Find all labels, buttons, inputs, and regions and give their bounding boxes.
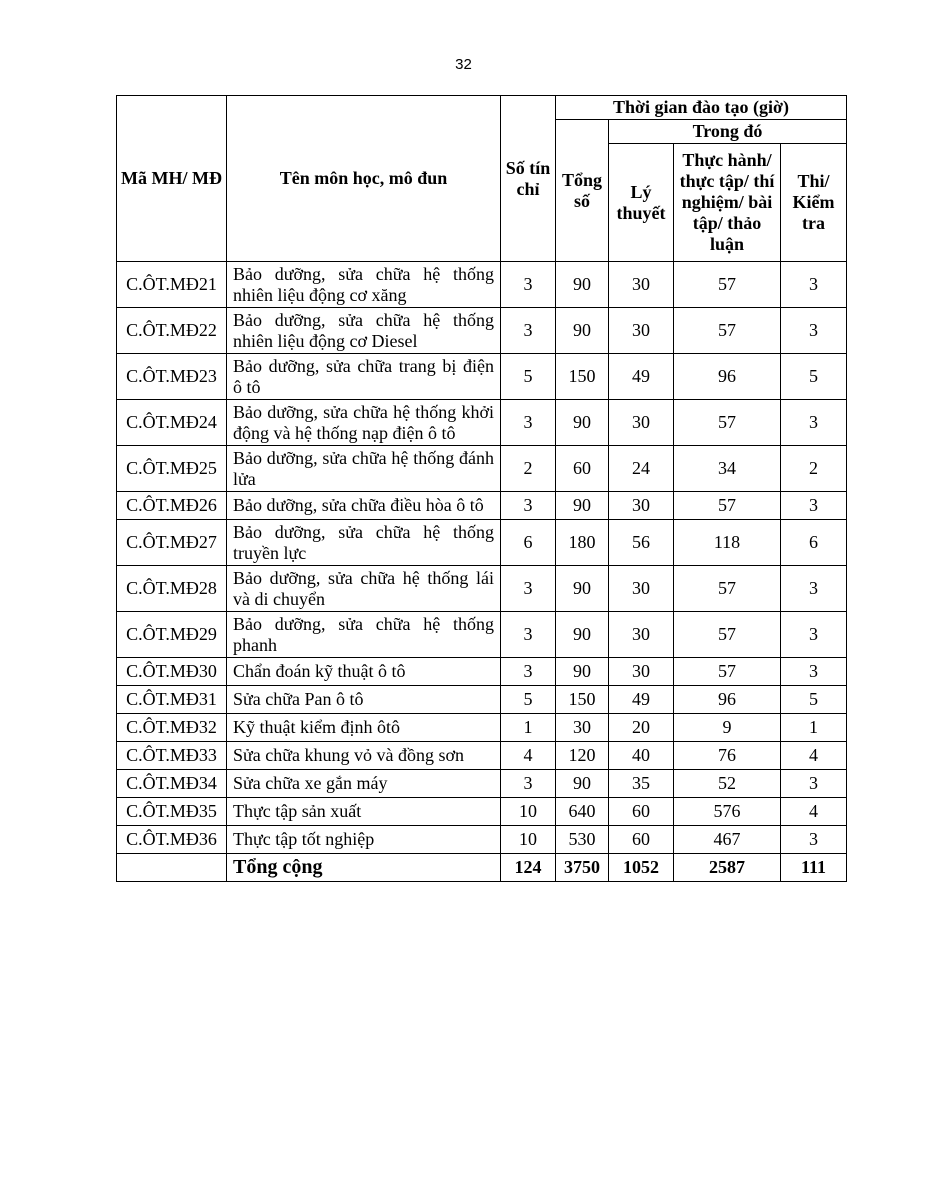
- curriculum-table: [116, 95, 847, 882]
- theory-hours-cell: 60: [609, 826, 674, 854]
- module-code: C.ÔT.MĐ36: [117, 826, 227, 854]
- exam-hours-cell: 3: [781, 262, 847, 308]
- exam-hours-cell: 3: [781, 826, 847, 854]
- module-code: C.ÔT.MĐ35: [117, 798, 227, 826]
- exam-hours-cell: 3: [781, 566, 847, 612]
- table-row: [117, 742, 847, 770]
- exam-hours-cell: 4: [781, 742, 847, 770]
- practice-hours-cell: 34: [674, 446, 781, 492]
- practice-hours-cell: 57: [674, 308, 781, 354]
- exam-hours-cell: 4: [781, 798, 847, 826]
- module-code: C.ÔT.MĐ31: [117, 686, 227, 714]
- total-practice-cell: 2587: [674, 854, 781, 882]
- total-hours-cell: 150: [556, 354, 609, 400]
- credits-cell: 10: [501, 826, 556, 854]
- total-exam-cell: 111: [781, 854, 847, 882]
- practice-hours-cell: 9: [674, 714, 781, 742]
- practice-hours-cell: 96: [674, 686, 781, 714]
- exam-hours-cell: 3: [781, 492, 847, 520]
- credits-cell: 2: [501, 446, 556, 492]
- header-credits: Số tín chỉ: [501, 96, 556, 262]
- module-name: Thực tập sản xuất: [227, 798, 501, 826]
- total-code-cell: [117, 854, 227, 882]
- module-code: C.ÔT.MĐ34: [117, 770, 227, 798]
- module-name: Bảo dưỡng, sửa chữa hệ thống nhiên liệu động cơ Diesel: [227, 308, 501, 354]
- theory-hours-cell: 30: [609, 262, 674, 308]
- header-code: Mã MH/ MĐ: [117, 96, 227, 262]
- practice-hours-cell: 57: [674, 262, 781, 308]
- table-row: [117, 400, 847, 446]
- header-of-which: Trong đó: [609, 120, 847, 144]
- module-code: C.ÔT.MĐ24: [117, 400, 227, 446]
- module-name: Bảo dưỡng, sửa chữa hệ thống đánh lửa: [227, 446, 501, 492]
- exam-hours-cell: 6: [781, 520, 847, 566]
- module-code: C.ÔT.MĐ33: [117, 742, 227, 770]
- module-name: Sửa chữa Pan ô tô: [227, 686, 501, 714]
- total-hours-cell: 90: [556, 612, 609, 658]
- total-hours-cell: 90: [556, 492, 609, 520]
- theory-hours-cell: 60: [609, 798, 674, 826]
- exam-hours-cell: 3: [781, 612, 847, 658]
- table-row: [117, 658, 847, 686]
- credits-cell: 4: [501, 742, 556, 770]
- table-row: [117, 798, 847, 826]
- module-name: Kỹ thuật kiểm định ôtô: [227, 714, 501, 742]
- total-hours-cell: 90: [556, 658, 609, 686]
- exam-hours-cell: 3: [781, 400, 847, 446]
- practice-hours-cell: 96: [674, 354, 781, 400]
- practice-hours-cell: 118: [674, 520, 781, 566]
- practice-hours-cell: 57: [674, 658, 781, 686]
- theory-hours-cell: 30: [609, 492, 674, 520]
- theory-hours-cell: 30: [609, 612, 674, 658]
- theory-hours-cell: 49: [609, 686, 674, 714]
- table-row: [117, 714, 847, 742]
- exam-hours-cell: 3: [781, 658, 847, 686]
- header-exam: Thi/ Kiểm tra: [781, 144, 847, 262]
- header-name: Tên môn học, mô đun: [227, 96, 501, 262]
- table-row: [117, 520, 847, 566]
- module-code: C.ÔT.MĐ22: [117, 308, 227, 354]
- module-name: Bảo dưỡng, sửa chữa hệ thống truyền lực: [227, 520, 501, 566]
- module-name: Bảo dưỡng, sửa chữa hệ thống phanh: [227, 612, 501, 658]
- practice-hours-cell: 52: [674, 770, 781, 798]
- credits-cell: 3: [501, 770, 556, 798]
- credits-cell: 1: [501, 714, 556, 742]
- module-code: C.ÔT.MĐ32: [117, 714, 227, 742]
- theory-hours-cell: 30: [609, 308, 674, 354]
- module-code: C.ÔT.MĐ25: [117, 446, 227, 492]
- total-hours-cell: 90: [556, 770, 609, 798]
- exam-hours-cell: 1: [781, 714, 847, 742]
- table-row: [117, 826, 847, 854]
- total-hours-cell: 90: [556, 308, 609, 354]
- module-code: C.ÔT.MĐ30: [117, 658, 227, 686]
- theory-hours-cell: 49: [609, 354, 674, 400]
- table-row: [117, 262, 847, 308]
- practice-hours-cell: 576: [674, 798, 781, 826]
- module-name: Chẩn đoán kỹ thuật ô tô: [227, 658, 501, 686]
- page-number: 32: [455, 56, 472, 73]
- practice-hours-cell: 57: [674, 612, 781, 658]
- module-name: Bảo dưỡng, sửa chữa điều hòa ô tô: [227, 492, 501, 520]
- theory-hours-cell: 30: [609, 566, 674, 612]
- module-code: C.ÔT.MĐ21: [117, 262, 227, 308]
- header-row: [117, 96, 847, 120]
- credits-cell: 3: [501, 566, 556, 612]
- credits-cell: 3: [501, 400, 556, 446]
- credits-cell: 6: [501, 520, 556, 566]
- total-hours-cell: 640: [556, 798, 609, 826]
- credits-cell: 5: [501, 686, 556, 714]
- module-name: Bảo dưỡng, sửa chữa trang bị điện ô tô: [227, 354, 501, 400]
- total-hours-cell: 30: [556, 714, 609, 742]
- exam-hours-cell: 3: [781, 308, 847, 354]
- module-code: C.ÔT.MĐ27: [117, 520, 227, 566]
- header-theory: Lý thuyết: [609, 144, 674, 262]
- theory-hours-cell: 40: [609, 742, 674, 770]
- module-code: C.ÔT.MĐ23: [117, 354, 227, 400]
- credits-cell: 3: [501, 658, 556, 686]
- module-name: Bảo dưỡng, sửa chữa hệ thống nhiên liệu động cơ xăng: [227, 262, 501, 308]
- practice-hours-cell: 57: [674, 566, 781, 612]
- total-credits-cell: 124: [501, 854, 556, 882]
- theory-hours-cell: 56: [609, 520, 674, 566]
- module-code: C.ÔT.MĐ26: [117, 492, 227, 520]
- total-hours-cell: 90: [556, 566, 609, 612]
- table-row: [117, 308, 847, 354]
- theory-hours-cell: 20: [609, 714, 674, 742]
- credits-cell: 3: [501, 308, 556, 354]
- module-name: Sửa chữa khung vỏ và đồng sơn: [227, 742, 501, 770]
- total-hours-cell: 120: [556, 742, 609, 770]
- credits-cell: 3: [501, 262, 556, 308]
- total-row: [117, 854, 847, 882]
- total-hours-cell: 60: [556, 446, 609, 492]
- header-practice: Thực hành/ thực tập/ thí nghiệm/ bài tập/ thảo luận: [674, 144, 781, 262]
- total-hours-cell: 90: [556, 262, 609, 308]
- total-hours-sum-cell: 3750: [556, 854, 609, 882]
- practice-hours-cell: 57: [674, 492, 781, 520]
- table-row: [117, 446, 847, 492]
- total-hours-cell: 180: [556, 520, 609, 566]
- module-code: C.ÔT.MĐ29: [117, 612, 227, 658]
- total-hours-cell: 530: [556, 826, 609, 854]
- theory-hours-cell: 35: [609, 770, 674, 798]
- module-code: C.ÔT.MĐ28: [117, 566, 227, 612]
- credits-cell: 10: [501, 798, 556, 826]
- theory-hours-cell: 30: [609, 400, 674, 446]
- practice-hours-cell: 467: [674, 826, 781, 854]
- total-hours-cell: 90: [556, 400, 609, 446]
- credits-cell: 3: [501, 612, 556, 658]
- module-name: Thực tập tốt nghiệp: [227, 826, 501, 854]
- table-row: [117, 354, 847, 400]
- theory-hours-cell: 30: [609, 658, 674, 686]
- credits-cell: 3: [501, 492, 556, 520]
- practice-hours-cell: 76: [674, 742, 781, 770]
- exam-hours-cell: 2: [781, 446, 847, 492]
- table-row: [117, 612, 847, 658]
- table-row: [117, 566, 847, 612]
- module-name: Bảo dưỡng, sửa chữa hệ thống khởi động và hệ thống nạp điện ô tô: [227, 400, 501, 446]
- table-row: [117, 686, 847, 714]
- exam-hours-cell: 3: [781, 770, 847, 798]
- total-theory-cell: 1052: [609, 854, 674, 882]
- practice-hours-cell: 57: [674, 400, 781, 446]
- credits-cell: 5: [501, 354, 556, 400]
- total-hours-cell: 150: [556, 686, 609, 714]
- table-row: [117, 770, 847, 798]
- header-total: Tổng số: [556, 120, 609, 262]
- exam-hours-cell: 5: [781, 354, 847, 400]
- module-name: Sửa chữa xe gắn máy: [227, 770, 501, 798]
- exam-hours-cell: 5: [781, 686, 847, 714]
- table-row: [117, 492, 847, 520]
- table-body: [117, 262, 847, 882]
- module-name: Bảo dưỡng, sửa chữa hệ thống lái và di chuyển: [227, 566, 501, 612]
- header-time-group: Thời gian đào tạo (giờ): [556, 96, 847, 120]
- total-label: Tổng cộng: [227, 854, 501, 882]
- theory-hours-cell: 24: [609, 446, 674, 492]
